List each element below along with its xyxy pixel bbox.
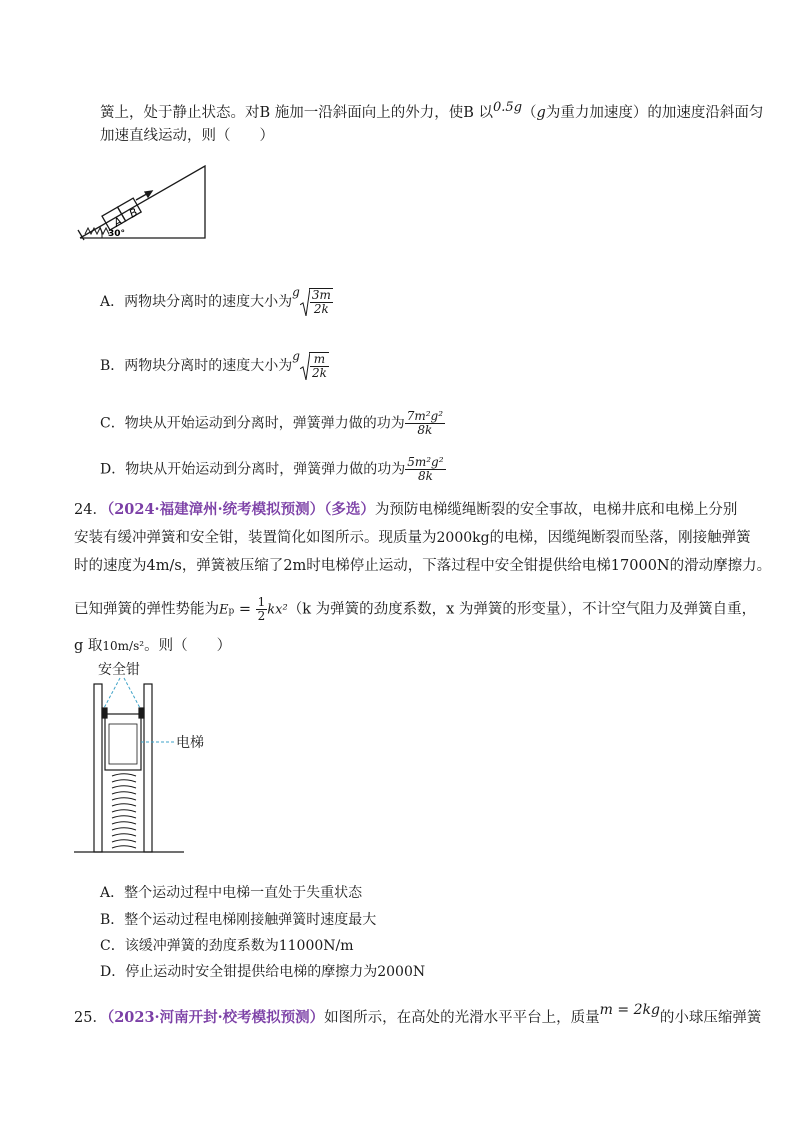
q24-option-c: C．该缓冲弹簧的劲度系数为11000N/m — [100, 938, 354, 954]
clamp-pointer-left — [104, 678, 120, 708]
q24-stem-line5: g 取10m/s²。则（ ） — [74, 638, 232, 654]
left-shaft-wall — [94, 684, 102, 852]
q23-option-c: C．物块从开始运动到分离时，弹簧弹力做的功为 $\frac{\text{7m²g²}}{8k}$ — [100, 409, 444, 437]
q24-source-tag: （2024·福建漳州·统考模拟预测）（多选） — [106, 501, 375, 518]
clamp-right-icon — [139, 708, 144, 718]
q24-stem-line4: 已知弹簧的弹性势能为Ep = $\frac{1}{2}$ kx²（k 为弹簧的劲度系数，x 为弹簧的形变量），不计空气阻力及弹簧自重， — [74, 595, 757, 623]
q24-stem-line2: 安装有缓冲弹簧和安全钳，装置简化如图所示。现质量为2000kg的电梯，因缆绳断裂而坠落，刚接触弹簧 — [74, 530, 751, 546]
q25-source-tag: （2023·河南开封·校考模拟预测） — [106, 1009, 325, 1026]
clamp-left-icon — [102, 708, 107, 718]
q24-option-d: D．停止运动时安全钳提供给电梯的摩擦力为2000N — [100, 964, 426, 980]
q24-stem-line3: 时的速度为4m/s，弹簧被压缩了2m时电梯停止运动，下落过程中安全钳提供给电梯17000N的滑动摩擦力。 — [74, 558, 772, 574]
angle-label: 30° — [108, 229, 126, 239]
q23-stem-line2: 加速直线运动，则（ ） — [100, 128, 274, 144]
label-a: A — [111, 214, 125, 230]
elevator-figure — [74, 660, 244, 860]
buffer-spring-icon — [112, 774, 136, 848]
q25-stem-line1: 25．（2023·河南开封·校考模拟预测）如图所示，在高处的光滑水平平台上，质量m = 2kg的小球压缩弹簧 — [74, 1002, 762, 1026]
incline-triangle — [80, 166, 205, 238]
q25-mass-formula: m = 2kg — [599, 1002, 660, 1018]
label-b: B — [126, 205, 141, 221]
q23-option-d: D．物块从开始运动到分离时，弹簧弹力做的功为 $\frac{\text{5m²g²}}{8k}$ — [100, 455, 444, 483]
q24-option-a: A．整个运动过程中电梯一直处于失重状态 — [100, 885, 363, 901]
elevator-label: 电梯 — [176, 735, 204, 751]
q23-option-b: B．两物块分离时的速度大小为g $\frac{m}{2k}$ — [100, 349, 327, 380]
q23-stem-line1: 簧上，处于静止状态。对B 施加一沿斜面向上的外力，使B 以0.5g（g为重力加速度）的加速度沿斜面匀 — [100, 100, 764, 121]
q24-stem-line1: 24．（2024·福建漳州·统考模拟预测）（多选）为预防电梯缆绳断裂的安全事故，电梯井底和电梯上分别 — [74, 501, 738, 518]
safety-clamp-label: 安全钳 — [98, 662, 140, 678]
clamp-pointer-right — [124, 678, 140, 708]
q24-option-b: B．整个运动过程电梯刚接触弹簧时速度最大 — [100, 912, 377, 928]
incline-figure — [72, 160, 217, 245]
elevator-car — [105, 714, 141, 770]
right-shaft-wall — [144, 684, 152, 852]
q23-option-a: A．两物块分离时的速度大小为g $\frac{3m}{2k}$ — [100, 285, 331, 316]
accel-formula: 0.5g — [493, 100, 523, 115]
